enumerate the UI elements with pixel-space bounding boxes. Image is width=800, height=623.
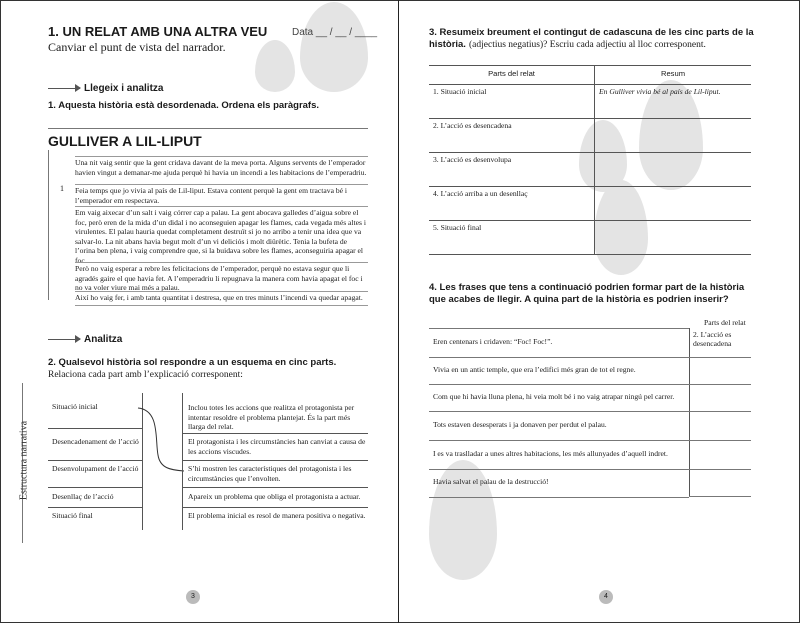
sentence-row [429,328,689,358]
row-rule [48,507,142,508]
answer-rule [689,440,751,441]
part-outcome[interactable]: Desenllaç de l’acció [52,492,114,501]
story-paragraph-5: Així ho vaig fer, i amb tanta quantitat i destresa, que en tres minuts l’incendi va quedar apagat. [75,291,368,306]
paragraph-order-number[interactable]: 1 [60,184,64,193]
row-rule [182,460,368,461]
row-rule [182,433,368,434]
decor-drop [300,2,368,92]
sentence-row [429,411,689,441]
table-row [429,85,751,119]
table4-col-label: 2. L’acció es desencadena [693,330,732,348]
summary-table [429,65,751,255]
row-summary-input[interactable] [595,221,752,255]
question-2-instructions: Relaciona cada part amb l’explicació corresponent: [48,370,243,380]
sentence-row [429,469,689,498]
story-paragraph-2: Feia temps que jo vivia al país de Lil-liput. Estava content perquè la gent em tractava bé i l’emperador em respectava. [75,184,368,205]
left-page [0,0,398,623]
table4-header: Parts del relat [704,318,746,327]
row-summary-input[interactable] [595,153,752,187]
table-row [429,153,751,187]
answer-rule [689,496,751,497]
page-heading: 1. UN RELAT AMB UNA ALTRA VEU [48,24,268,39]
sentence-text: I es va traslladar a unes altres habitacions, les més allunyades d’aquell indret. [433,449,668,458]
question-2: 2. Qualsevol història sol respondre a un esquema en cinc parts. [48,357,337,368]
table4-column-rule [689,328,690,496]
row-part-label: 1. Situació inicial [429,85,595,119]
part-final-situation[interactable]: Situació final [52,511,93,520]
story-paragraph-1: Una nit vaig sentir que la gent cridava davant de la meva porta. Alguns servents de l’emperador havien vingut a demanar-me ajuda perquè hi havia un incendi a les habitacions de l’emperadriu. [75,158,367,177]
sentence-row [429,440,689,470]
page-number: 3 [186,590,200,604]
table-row [429,187,751,221]
question-4: 4. Les frases que tens a continuació podrien formar part de la història que acabes de llegir. A quina part de la història es podrien inserir? [429,282,745,305]
answer-rule [689,384,751,385]
part-development[interactable]: Desenvolupament de l’acció [52,464,139,473]
answer-rule [689,469,751,470]
story-title: GULLIVER A LIL-LIPUT [48,133,202,149]
sentence-row [429,384,689,412]
decor-drop [255,40,295,92]
date-field[interactable]: Data __ / __ / ____ [292,27,378,38]
question-3: 3. Resumeix breument el contingut de cadascuna de les cinc parts de la història. [429,27,754,50]
row-rule [182,487,368,488]
question-1: 1. Aquesta història està desordenada. Ordena els paràgrafs. [48,100,320,111]
title-rule [48,128,368,129]
explanations-rule [182,393,183,530]
part-initial-situation[interactable]: Situació inicial [52,402,98,411]
section-read-analyze: Llegeix i analitza [48,83,163,94]
page-number: 4 [599,590,613,604]
explanation-3[interactable]: S’hi mostren les característiques del protagonista i les circumstàncies que l’envolten. [188,464,352,483]
explanation-4[interactable]: Apareix un problema que obliga el protagonista a actuar. [188,492,361,501]
table-row [429,221,751,255]
table-header-row [429,66,751,85]
row-summary-input[interactable]: En Gulliver vivia bé al país de Lil-liput. [595,85,752,119]
section-analyze: Analitza [48,334,122,345]
question-3-note: (adjectius negatius)? Escriu cada adjectiu al lloc corresponent. [469,40,706,50]
row-part-label: 4. L’acció arriba a un desenllaç [429,187,595,221]
arrow-icon [48,88,80,89]
row-rule [48,487,142,488]
explanation-1[interactable]: Inclou totes les accions que realitza el protagonista per intentar resoldre el problema plantejat. És la part més llarga del relat. [188,403,355,431]
table-row [429,119,751,153]
col-header-parts: Parts del relat [429,66,595,85]
sentence-text: Havia salvat el palau de la destrucció! [433,477,549,486]
row-part-label: 3. L’acció es desenvolupa [429,153,595,187]
answer-rule [689,357,751,358]
page-subheading: Canviar el punt de vista del narrador. [48,40,226,54]
sentence-text: Tots estaven desesperats i ja donaven per perdut el palau. [433,420,607,429]
arrow-icon [48,339,80,340]
story-margin-rule [48,150,49,300]
row-part-label: 5. Situació final [429,221,595,255]
spine-label: Estructura narrativa [18,420,30,501]
sentence-text: Eren centenars i cridaven: “Foc! Foc!”. [433,337,553,346]
story-paragraph-3: Em vaig aixecar d’un salt i vaig córrer cap a palau. La gent abocava galledes d’aigua sobre el foc, però eren de la mida d’un didal i no aconseguien apagar les flames, cada vegada més altes i virulentes. El palau hauria quedat completament destruït si jo no arribo a tenir una idea que va salvar-lo. La nit abans havia begut molt d’un vi deliciós i molt diürètic. Tenia la bufeta de l’orina ben plena, i vaig comprendre que, si la buidava sobre les flames, aconseguiria apagar el foc. [75,206,368,265]
answer-rule [689,411,751,412]
story-paragraph-4: Però no vaig esperar a rebre les felicitacions de l’emperador, perquè no estava segur que li agradés gaire el que havia fet. A l’emperadriu li repugnava la manera com havia apagat el foc i no va voler viure mai més a palau. [75,262,368,293]
matching-line [100,400,190,480]
col-header-summary: Resum [595,66,752,85]
right-page [399,0,800,623]
row-rule [182,507,368,508]
explanation-5[interactable]: El problema inicial es resol de manera positiva o negativa. [188,511,366,520]
row-summary-input[interactable] [595,119,752,153]
sentence-text: Com que hi havia lluna plena, hi veia molt bé i no vaig atrapar ningú pel carrer. [433,392,675,401]
row-part-label: 2. L’acció es desencadena [429,119,595,153]
row-summary-input[interactable] [595,187,752,221]
sentence-row [429,357,689,385]
explanation-2[interactable]: El protagonista i les circumstàncies han canviat a causa de les accions viscudes. [188,437,366,456]
part-trigger[interactable]: Desencadenament de l’acció [52,437,139,446]
sentence-text: Vivia en un antic temple, que era l’edifici més gran de tot el regne. [433,365,636,374]
